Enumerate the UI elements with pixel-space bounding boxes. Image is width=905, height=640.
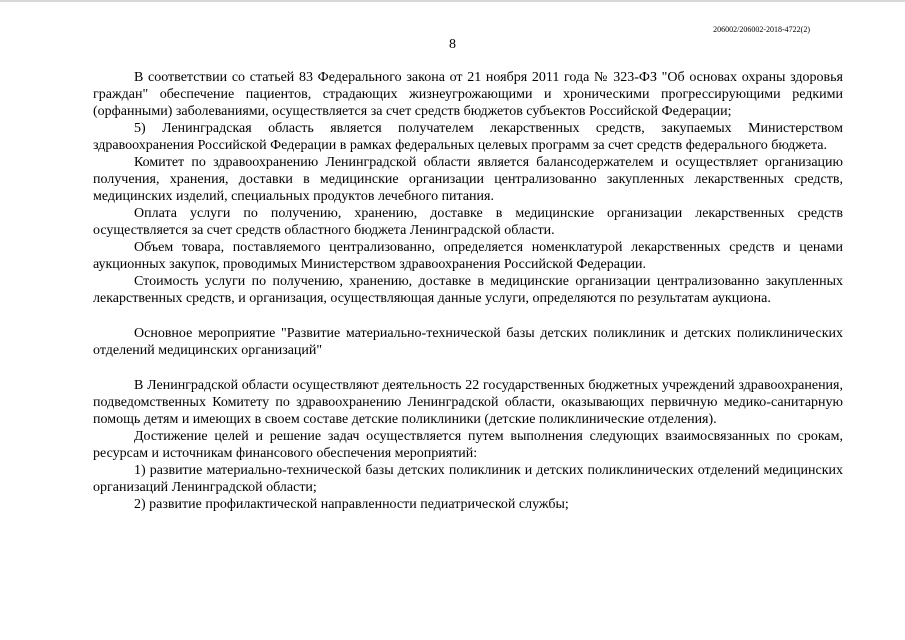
paragraph-volume: Объем товара, поставляемого централизованно, определяется номенклатурой лекарственных средств и ценами аукционных закупок, проводимых Министерством здравоохранения Российской Федерации. (93, 240, 843, 272)
paragraph-goals: Достижение целей и решение задач осуществляется путем выполнения следующих взаимосвязанных по срокам, ресурсам и источникам финансового обеспечения мероприятий: (93, 429, 843, 461)
paragraph-federal-law: В соответствии со статьей 83 Федерального закона от 21 ноября 2011 года № 323-ФЗ "Об основах охраны здоровья граждан" обеспечение пациентов, страдающих жизнеугрожающими и хроническими прогрессирующими редкими (орфанными) заболеваниями, осуществляется за счет средств бюджетов субъектов Российской Федерации; (93, 70, 843, 119)
paragraph-payment: Оплата услуги по получению, хранению, доставке в медицинские организации лекарственных средств осуществляется за счет средств областного бюджета Ленинградской области. (93, 206, 843, 238)
document-body (93, 69, 843, 513)
paragraph-committee: Комитет по здравоохранению Ленинградской области является балансодержателем и осуществляет организацию получения, хранения, доставки в медицинские организации централизованно закупленных лекарственных средств, медицинских изделий, специальных продуктов лечебного питания. (93, 155, 843, 204)
document-id: 206002/206002-2018-4722(2) (713, 25, 810, 34)
paragraph-cost: Стоимость услуги по получению, хранению, доставке в медицинские организации централизованно закупленных лекарственных средств, и организация, осуществляющая данные услуги, определяются по результатам аукциона. (93, 274, 843, 306)
paragraph-institutions: В Ленинградской области осуществляют деятельность 22 государственных бюджетных учреждений здравоохранения, подведомственных Комитету по здравоохранению Ленинградской области, оказывающих первичную медико-санитарную помощь детям и имеющих в своем составе детские поликлиники (детские поликлинические отделения). (93, 378, 843, 427)
paragraph-item-5: 5) Ленинградская область является получателем лекарственных средств, закупаемых Министерством здравоохранения Российской Федерации в рамках федеральных целевых программ за счет средств федерального бюджета. (93, 121, 843, 153)
section-heading: Основное мероприятие "Развитие материально-технической базы детских поликлиник и детских поликлинических отделений медицинских организаций" (93, 326, 843, 358)
list-item-2: 2) развитие профилактической направленности педиатрической службы; (134, 497, 569, 512)
list-item-1: 1) развитие материально-технической базы детских поликлиник и детских поликлинических отделений медицинских организаций Ленинградской области; (93, 463, 843, 495)
page-number: 8 (449, 37, 456, 52)
top-edge-divider (0, 0, 905, 2)
